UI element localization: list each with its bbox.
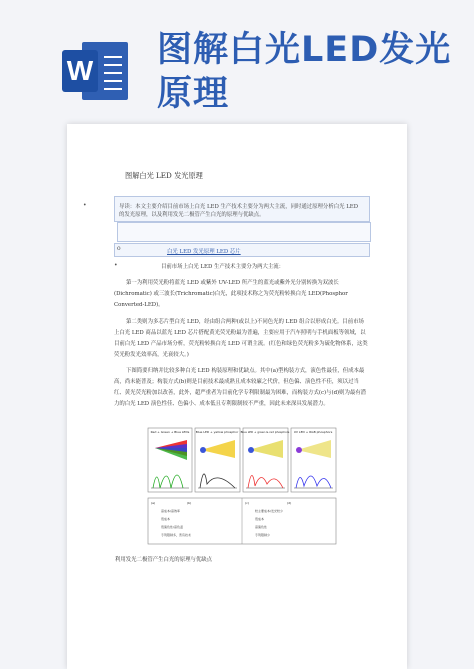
paragraph-3: 下图简要归纳并比较多种白光 LED 构装原理和优缺点。其中(a)型构装方式，演色性最佳，但成本最高，尚未能普及；构装方式(b)则是目前技术最成熟且成本较廉之代价，但色偏、演色性不佳，须以过当红、黄光荧光粉加以改善，此外，超严重者为目前化学专利限制最为困难，而构装方式(c)与(d)则为最有潜力的白光 LED 演色性佳、色偏小、成本低且专利限制较不严重，因此未来深具发展潜力。 [114,368,367,407]
paragraph-1: 第一为利用荧光粉将蓝光 LED 或紫外 UV-LED 所产生的蓝光或紫外光分别转换为双波长(Dichromatic) 或三波长(Trichromatic)白光，此项技术称之为荧光粉转换白光 LED(Phosphor Converted-LED)。 [114,280,348,308]
word-badge: W [62,50,98,92]
note-left-2: 低成本 [161,517,171,521]
panel-label-c: Blue LED + green & red phosphors [240,430,290,434]
sub-label-c: (c) [245,501,249,505]
page-title: 图解白光LED发光原理 [157,30,452,114]
note-left-4: 专利限制多，普有技术 [161,533,192,537]
abstract-text: 导读：本文主要介绍目前市场上白光 LED 生产技术主要分为两大主流，同时通过原理分析白光 LED 的发光原理，以及利用发光二极管产生白光的原理与优缺点。 [119,204,359,218]
panel-label-d: UV LED + RGB phosphors [293,430,333,434]
note-right-2: 低成本 [255,517,265,521]
white-led-figure [147,426,337,546]
document-title: 图解白光 LED 发光原理 [125,171,203,180]
tags-box [114,243,370,257]
bullet: o [117,245,121,252]
paragraph-2: 第二类则为多芯片型白光 LED，经由组合两种(或以上)不同色光的 LED 组合以形成白光。目前市场上白光 LED 商品以蓝光 LED 芯片搭配黄光荧光粉最为普遍，主要应用于汽车照明与手机面板等领域，以目前白光 LED 产品市场分析，荧光粉转换白光 LED 可谓主流。(红色和绿色荧光粉多为硫化物体系，这类荧光粉发光效率高，光衰较大。) [114,319,368,358]
sub-label-d: (d) [287,501,292,505]
panel-label-b: Blue LED + yellow phosphor [195,430,239,434]
note-left-1: 高成本/高效率 [161,509,181,513]
tag-links[interactable]: 白光 LED 发光原理 LED 芯片 [167,249,241,255]
paragraph-intro: 目前市场上白光 LED 生产技术主要分为两大主流： [161,264,285,270]
note-left-3: 低演色性/高色温 [161,525,184,529]
note-right-1: 较主要成本/发光较少 [255,509,284,513]
bullet: • [83,202,87,209]
figure-caption: 利用发光二极管产生白光的原理与优缺点 [115,557,213,563]
panel-label-a: Red + Green + Blue LEDs [150,430,190,434]
word-document-icon [62,36,132,106]
abstract-box [83,196,370,222]
document-preview [67,124,407,669]
bullet: • [114,262,118,269]
sub-label-b: (b) [187,501,192,505]
note-right-4: 专利限制少 [255,533,271,537]
empty-box [117,222,371,242]
note-right-3: 高演色性 [255,525,268,529]
sub-label-a: (a) [151,501,156,505]
